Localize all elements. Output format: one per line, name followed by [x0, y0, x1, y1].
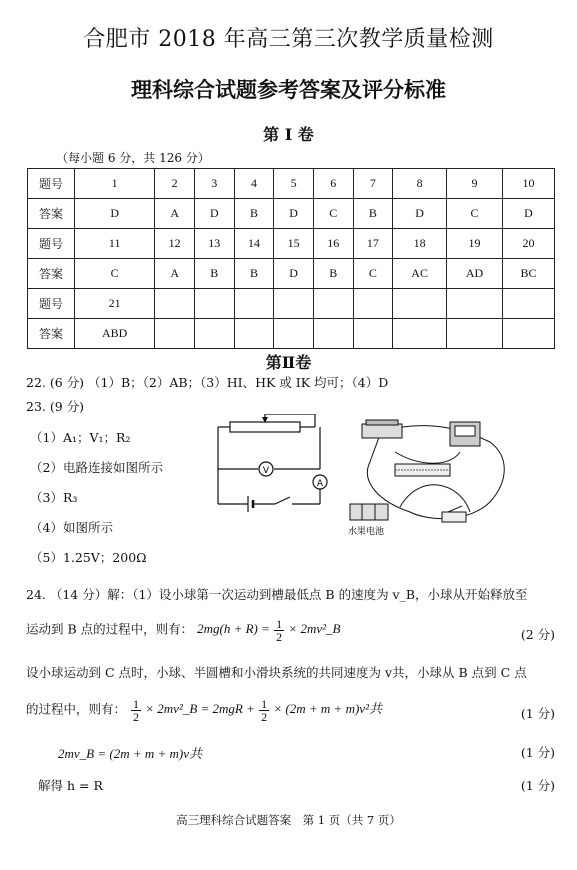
apparatus-sketch [340, 412, 530, 540]
answer-cell: B [234, 259, 274, 289]
page-subtitle: 理科综合试题参考答案及评分标准 [131, 77, 446, 102]
q24-line1: 24. （14 分）解：（1）设小球第一次运动到槽最低点 B 的速度为 v_B，小球从开始释放至 [26, 587, 528, 602]
question-number-cell: 6 [313, 169, 353, 199]
question-number-row [28, 289, 555, 319]
answer-cell: B [313, 259, 353, 289]
question-number-cell: 21 [75, 289, 155, 319]
box-meter-icon [362, 420, 402, 438]
question-number-cell: 15 [274, 229, 314, 259]
answer-cell: D [503, 199, 555, 229]
question-number-cell [447, 289, 503, 319]
circuit-diagram [210, 414, 335, 514]
answer-label-cell: 答案 [28, 259, 75, 289]
q23-item-4: （4）如图所示 [30, 520, 113, 535]
question-number-cell: 5 [274, 169, 314, 199]
answer-table [27, 168, 555, 349]
q24-formula1: 2mg(h + R) = $\frac{1}{2}$ × 2mv²_B [197, 617, 341, 644]
question-number-cell: 14 [234, 229, 274, 259]
ammeter-label: A [316, 479, 324, 489]
q22-answer: 22. (6 分) （1）B；（2）AB；（3）HI、HK 或 IK 均可；（4）D [26, 375, 389, 390]
q24-line2-prefix: 运动到 B 点的过程中，则有： [26, 621, 194, 637]
q24-score3: (1 分) [520, 745, 555, 760]
answer-cell: D [393, 199, 447, 229]
answer-cell: B [353, 199, 393, 229]
answer-row [28, 319, 555, 349]
answer-cell [155, 319, 195, 349]
answer-cell: C [75, 259, 155, 289]
q24-line2 [26, 618, 340, 643]
page-footer: 高三理科综合试题答案 第 1 页（共 7 页） [176, 813, 401, 827]
q24-line4 [26, 698, 382, 723]
question-number-cell: 11 [75, 229, 155, 259]
question-number-cell: 16 [313, 229, 353, 259]
question-number-cell [155, 289, 195, 319]
answer-cell: B [194, 259, 234, 289]
answer-label-cell: 答案 [28, 319, 75, 349]
question-label-cell: 题号 [28, 169, 75, 199]
battery-label: 水果电池 [348, 527, 385, 537]
q24-line4-prefix: 的过程中，则有： [26, 701, 127, 717]
q23-item-2: （2）电路连接如图所示 [30, 460, 163, 475]
question-number-row [28, 229, 555, 259]
question-number-cell [194, 289, 234, 319]
switch-icon [442, 506, 466, 522]
answer-cell: B [234, 199, 274, 229]
q24-score4: (1 分) [520, 778, 555, 793]
q24-formula3: 2mv_B = (2m + m + m)v共 [58, 746, 203, 761]
answer-cell [503, 319, 555, 349]
q23-heading: 23. (9 分) [26, 399, 85, 414]
question-number-cell: 18 [393, 229, 447, 259]
question-number-cell: 17 [353, 229, 393, 259]
answer-row [28, 199, 555, 229]
question-number-cell: 1 [75, 169, 155, 199]
q24-score2: (1 分) [520, 706, 555, 721]
rheostat-icon [395, 464, 450, 476]
answer-cell [353, 319, 393, 349]
answer-cell: C [447, 199, 503, 229]
question-number-cell: 10 [503, 169, 555, 199]
q23-item-1: （1）A₁；V₁；R₂ [30, 430, 131, 445]
q23-item-5: （5）1.25V；200Ω [30, 550, 147, 565]
answer-cell: AD [447, 259, 503, 289]
answer-cell: AC [393, 259, 447, 289]
question-number-cell: 20 [503, 229, 555, 259]
question-number-cell: 3 [194, 169, 234, 199]
question-number-cell: 2 [155, 169, 195, 199]
part1-note: （每小题 6 分，共 126 分） [56, 151, 210, 165]
q24-line3: 设小球运动到 C 点时，小球、半圆槽和小滑块系统的共同速度为 v共，小球从 B 点到 C 点 [26, 665, 527, 680]
answer-cell: A [155, 199, 195, 229]
question-number-cell [503, 289, 555, 319]
question-number-cell: 19 [447, 229, 503, 259]
question-number-cell [393, 289, 447, 319]
answer-cell: D [75, 199, 155, 229]
answer-cell [447, 319, 503, 349]
question-number-cell [353, 289, 393, 319]
fruit-battery-icon [350, 504, 388, 520]
question-number-cell: 9 [447, 169, 503, 199]
question-label-cell: 题号 [28, 229, 75, 259]
q24-result: 解得 h = R [38, 778, 103, 793]
multimeter-icon [450, 422, 480, 446]
voltmeter-label: V [262, 466, 270, 476]
answer-cell: D [274, 199, 314, 229]
question-number-cell: 7 [353, 169, 393, 199]
answer-label-cell: 答案 [28, 199, 75, 229]
answer-cell [393, 319, 447, 349]
answer-cell: C [313, 199, 353, 229]
part2-heading: 第Ⅱ卷 [265, 353, 312, 372]
answer-cell: ABD [75, 319, 155, 349]
answer-row [28, 259, 555, 289]
question-number-cell: 12 [155, 229, 195, 259]
answer-cell: BC [503, 259, 555, 289]
answer-cell: D [194, 199, 234, 229]
question-number-cell: 4 [234, 169, 274, 199]
page-title: 合肥市 2018 年高三第三次教学质量检测 [83, 27, 494, 52]
question-label-cell: 题号 [28, 289, 75, 319]
q24-formula2: $\frac{1}{2}$ × 2mv²_B = 2mgR + $\frac{1}{2}$ × (2m + m + m)v²共 [133, 697, 382, 724]
part1-heading: 第 I 卷 [263, 125, 314, 144]
answer-cell [274, 319, 314, 349]
question-number-row [28, 169, 555, 199]
answer-cell: D [274, 259, 314, 289]
answer-cell [313, 319, 353, 349]
question-number-cell [313, 289, 353, 319]
q24-score1: (2 分) [520, 627, 555, 642]
question-number-cell: 8 [393, 169, 447, 199]
answer-cell [194, 319, 234, 349]
question-number-cell [274, 289, 314, 319]
answer-cell [234, 319, 274, 349]
question-number-cell: 13 [194, 229, 234, 259]
answer-cell: A [155, 259, 195, 289]
question-number-cell [234, 289, 274, 319]
answer-cell: C [353, 259, 393, 289]
q23-item-3: （3）R₃ [30, 490, 78, 505]
